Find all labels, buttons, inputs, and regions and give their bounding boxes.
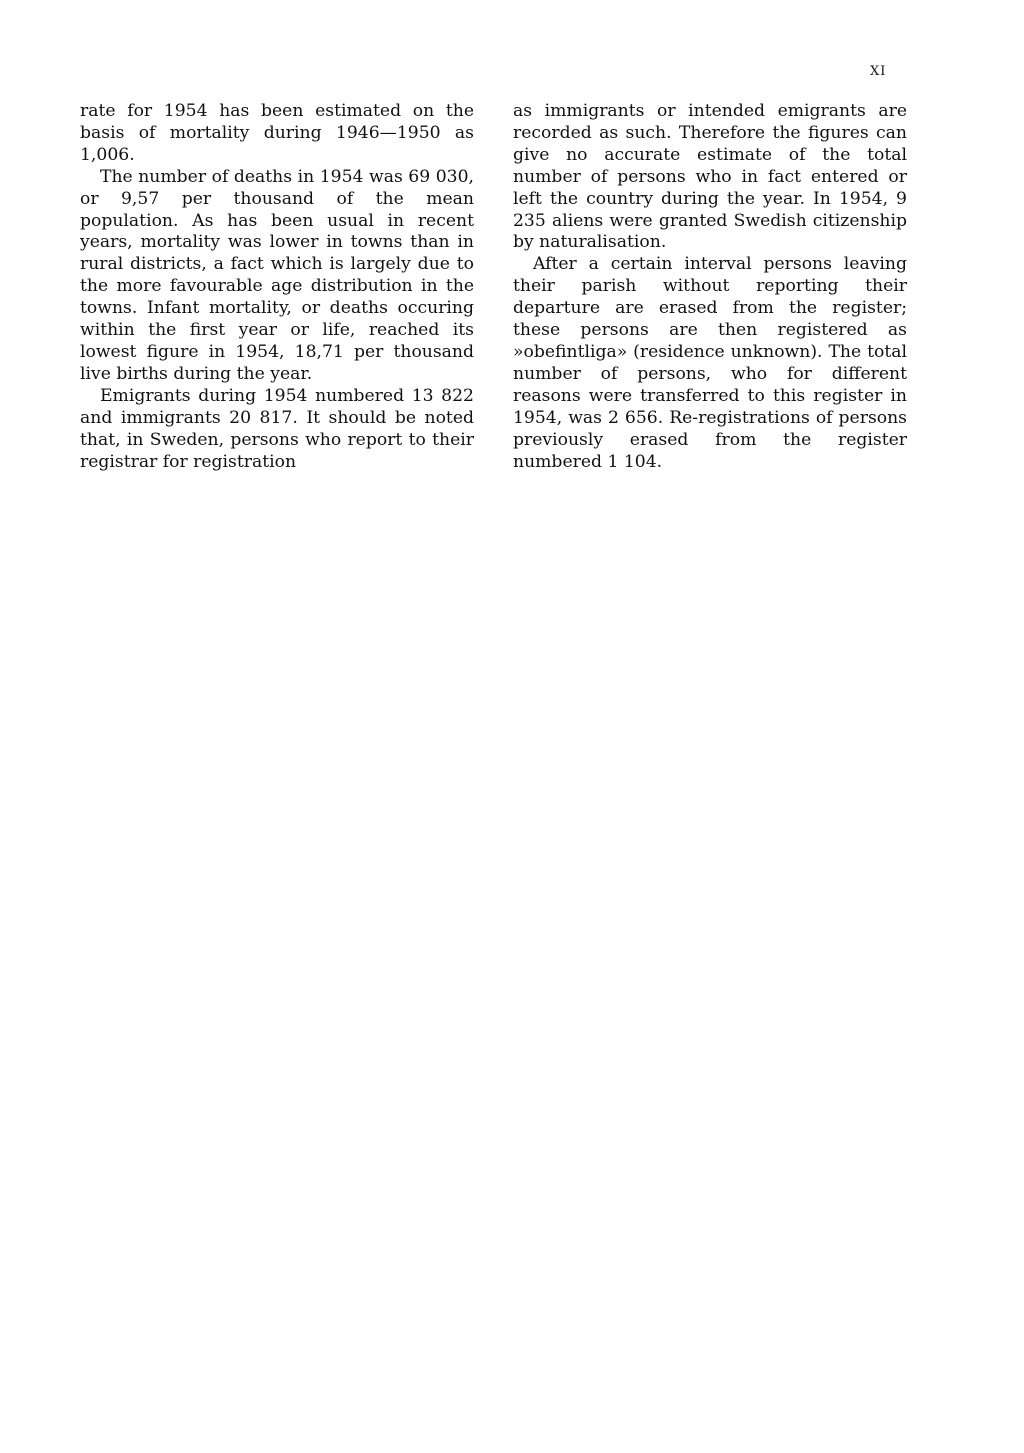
page-number: XI <box>870 64 887 79</box>
left-column <box>80 101 474 473</box>
left-paragraph-2: The number of deaths in 1954 was 69 030, or 9,57 per thousand of the mean population. As has been usual in recent years, mortality was lower in towns than in rural districts, a fact which is largely due to the more favourable age distribution in the towns. Infant mortality, or deaths occuring within the first year or life, reached its lowest figure in 1954, 18,71 per thousand live births during the year. <box>80 166 474 384</box>
left-paragraph-3: Emigrants during 1954 numbered 13 822 and immigrants 20 817. It should be noted that, in Sweden, persons who report to their registrar for registration <box>80 385 474 472</box>
right-paragraph-1: as immigrants or intended emigrants are recorded as such. Therefore the figures can give no accurate estimate of the total number of persons who in fact entered or left the country during the year. In 1954, 9 235 aliens were granted Swedish citizenship by naturalisation. <box>513 101 907 253</box>
right-column <box>513 101 907 473</box>
right-paragraph-2: After a certain interval persons leaving their parish without reporting their departure are erased from the register; these persons are then registered as »obefintliga» (residence unknown). The total number of persons, who for different reasons were transferred to this register in 1954, was 2 656. Re-registrations of persons previously erased from the register numbered 1 104. <box>513 254 907 472</box>
left-paragraph-1: rate for 1954 has been estimated on the basis of mortality during 1946—1950 as 1,006. <box>80 101 474 165</box>
